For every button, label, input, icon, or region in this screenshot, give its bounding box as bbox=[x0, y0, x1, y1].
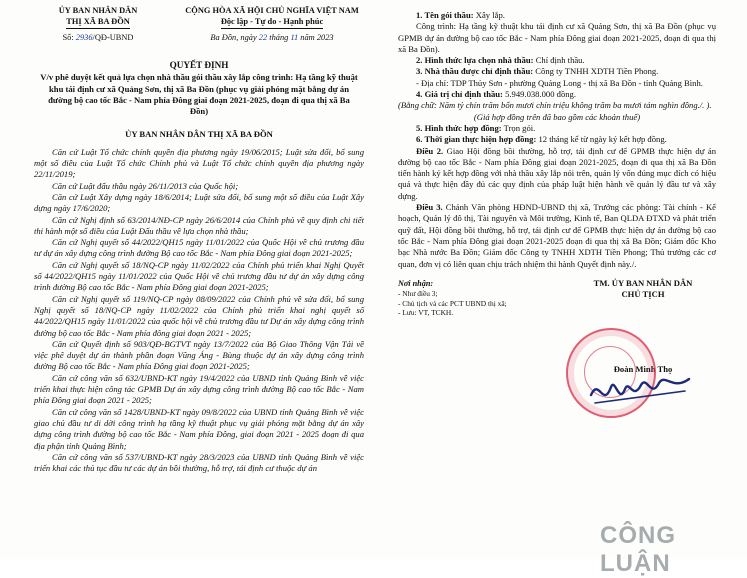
article-2: Điều 2. Giao Hội đồng bồi thường, hỗ trợ, tái định cư để GPMB thực hiện dự án đường bộ cao tốc Bắc - Nam phía Đông giai đoạn 2021-2025, đoạn đi qua thị xã Ba Đồn tiến hành ký kết hợp đồng với nhà thầu xây lắp nói trên, quản lý vốn đúng mục đích có hiệu quả và thực hiện đầy đủ các quy định của pháp luật hiện hành về quản lý đầu tư và xây dựng. bbox=[398, 145, 717, 201]
item-value-note: (Giá hợp đồng trên đã bao gồm các khoản thuế) bbox=[473, 111, 641, 122]
item-package-name: 1. Tên gói thầu: Xây lắp. bbox=[416, 10, 505, 20]
legal-basis-item: Căn cứ Nghị quyết số 119/NQ-CP ngày 08/09/2022 của Chính phủ về sửa đổi, bổ sung Nghị quyết số 18/NQ-CP ngày 11/02/2022 của Chính phủ triển khai nghị quyết số 44/2022/QH15 ngày 11/01/2022 của quốc hội về chủ trương đầu tư Dự án xây dựng công trình đường bộ cao tốc Bắc - Nam phía đông giai đoạn 2021 - 2025; bbox=[34, 293, 364, 338]
item-value-in-words: (Bằng chữ: Năm tỷ chín trăm bốn mươi chín triệu không trăm ba mươi tám nghìn đồng./. ). bbox=[398, 100, 712, 111]
legal-basis-item: Căn cứ Nghị định số 63/2014/NĐ-CP ngày 26/6/2014 của Chính phủ về quy định chi tiết thi hành một số điều của Luật Đấu thầu về lựa chọn nhà thầu; bbox=[34, 214, 364, 236]
document-header bbox=[34, 0, 364, 46]
nation-block bbox=[172, 6, 372, 44]
handwritten-signature bbox=[585, 365, 695, 415]
item-contract-value: 4. Giá trị chỉ định thầu: 5.949.038.000 đồng. bbox=[416, 89, 576, 100]
legal-basis-item: Căn cứ công văn số 632/UBND-KT ngày 19/4/2022 của UBND tỉnh Quảng Bình về việc triển khai thực hiện công tác GPMB Dự án xây dựng công trình đường Bộ cao tốc Bắc - Nam phía Đông giai đoạn 2021 - 2025; bbox=[34, 372, 364, 406]
document-number-value: 2936 bbox=[75, 33, 93, 43]
legal-basis-item: Căn cứ công văn số 1428/UBND-KT ngày 09/8/2022 của UBND tỉnh Quảng Bình về việc giao chủ đầu tư di dời công trình hạ tầng kỹ thuật phục vụ giải phóng mặt bằng dự án xây dựng công trình đường bộ cao tốc Bắc - Nam phía Đông, giai đoạn 2021 - 2025 đoạn đi qua địa phận tỉnh Quảng Bình; bbox=[34, 406, 364, 451]
signer-name: Đoàn Minh Thọ bbox=[613, 364, 673, 375]
decision-subject: V/v phê duyệt kết quả lựa chọn nhà thầu gói thầu xây lắp công trình: Hạ tầng kỹ thuật khu tái định cư xã Quảng Sơn, thị xã Ba Đồn (phục vụ giải phóng mặt bằng dự án đường bộ cao tốc Bắc - Nam phía Đông giai đoạn 2021-2025, đoạn đi qua thị xã Ba Đồn) bbox=[40, 72, 358, 117]
item-contract-duration: 6. Thời gian thực hiện hợp đồng: 12 tháng kể từ ngày ký kết hợp đồng. bbox=[416, 134, 667, 145]
legal-basis-item: Căn cứ Nghị quyết số 18/NQ-CP ngày 11/02/2022 của Chính phủ triển khai Nghị Quyết số 44/2022/QH15 ngày 11/01/2022 của Quốc Hội về chủ trương đầu tư dự án xây dựng công trình đường Bộ cao tốc Bắc - Nam phía Đông giai đoạn 2021-2025; bbox=[34, 259, 364, 293]
nation-title: CỘNG HÒA XÃ HỘI CHỦ NGHĨA VIỆT NAM bbox=[185, 6, 359, 15]
item-package-detail: Công trình: Hạ tầng kỹ thuật khu tái định cư xã Quảng Sơn, thị xã Ba Đồn (phục vụ GPMB dự án đường bộ cao tốc Bắc - Nam phía Đông giai đoạn 2021-2025, đoạn đi qua thị xã Ba Đồn). bbox=[398, 21, 716, 54]
item-contractor-address: - Địa chỉ: TDP Thủy Sơn - phường Quảng Long - thị xã Ba Đồn - tỉnh Quảng Bình. bbox=[416, 77, 703, 88]
item-contract-form: 5. Hình thức hợp đồng: Trọn gói. bbox=[416, 122, 536, 133]
doc-type-title: QUYẾT ĐỊNH bbox=[169, 60, 229, 70]
left-column bbox=[34, 0, 364, 474]
article-3: Điều 3. Chánh Văn phòng HĐND-UBND thị xã, Trưởng các phòng: Tài chính - Kế hoạch, Quản lý đô thị, Tài nguyên và Môi trường, Kinh tế, Ban QLDA ĐTXD và phát triển quỹ đất, Hội đồng bồi thường, hỗ trợ, tái định cư để GPMB thực hiện dự án đường bộ cao tốc Bắc - Nam phía Đông giai đoạn 2021-2025 đoạn đi qua thị xã Ba Đồn; Giám đốc Kho bạc Nhà nước Ba Đồn; Giám đốc Công ty TNHH XDTH Tiền Phong; Thủ trưởng các cơ quan, đơn vị có liên quan chịu trách nhiệm thi hành Quyết định này./. bbox=[398, 202, 716, 269]
legal-basis-item: Căn cứ Luật Xây dựng ngày 18/6/2014; Luật sửa đổi, bổ sung một số điều của Luật Xây dựng ngày 17/6/2020; bbox=[34, 191, 364, 214]
agency-line2: THỊ XÃ BA ĐỒN bbox=[34, 17, 162, 30]
recipient-line: - Như điều 3; bbox=[398, 289, 438, 299]
legal-basis-item: Căn cứ Luật đấu thầu ngày 26/11/2013 của Quốc hội; bbox=[52, 180, 239, 191]
legal-basis-item: Căn cứ công văn số 537/UBND-KT ngày 28/3/2023 của UBND tỉnh Quảng Bình về việc triển khai các thủ tục đầu tư các dự án bồi thường, hỗ trợ, tái định cư thuộc dự án bbox=[34, 451, 364, 474]
signature-title-1: TM. ỦY BAN NHÂN DÂN bbox=[593, 277, 693, 288]
issue-date: Ba Đồn, ngày 22 tháng 11 năm 2023 bbox=[210, 33, 334, 43]
legal-basis-item: Căn cứ Quyết định số 903/QĐ-BGTVT ngày 13/7/2022 của Bộ Giao Thông Vận Tải về việc phê duyệt dự án thành phần đoạn Vũng Áng - Bùng thuộc dự án xây dựng công trình đường Bộ cao tốc Bắc - Nam phía Đông giai đoạn 2021-2025; bbox=[34, 338, 364, 372]
right-column bbox=[398, 10, 716, 418]
legal-basis-item: Căn cứ Nghị quyết số 44/2022/QH15 ngày 11/01/2022 của Quốc Hội về chủ trương đầu tư dự án xây dựng công trình đường Bộ cao tốc Bắc - Nam phía Đông giai đoạn 2021-2025; bbox=[34, 237, 364, 259]
motto: Độc lập - Tự do - Hạnh phúc bbox=[172, 17, 372, 30]
signature-title-2: CHỦ TỊCH bbox=[621, 289, 665, 300]
agency-block bbox=[34, 6, 162, 44]
issuer-title: ỦY BAN NHÂN DÂN THỊ XÃ BA ĐỒN bbox=[125, 129, 273, 140]
legal-bases bbox=[34, 147, 364, 475]
recipient-line: - Lưu: VT, TCKH. bbox=[398, 308, 454, 318]
recipients-title: Nơi nhận: bbox=[398, 278, 434, 288]
item-contractor: 3. Nhà thầu được chỉ định thầu: Công ty TNHH XDTH Tiền Phong. bbox=[416, 66, 659, 77]
item-selection-form: 2. Hình thức lựa chọn nhà thầu: Chỉ định thầu. bbox=[416, 55, 585, 66]
recipient-line: - Chủ tịch và các PCT UBND thị xã; bbox=[398, 298, 507, 308]
legal-basis-item: Căn cứ Luật Tổ chức chính quyền địa phương ngày 19/06/2015; Luật sửa đổi, bổ sung một số điều của Luật Tổ chức Chính phủ và Luật Tổ chức chính quyền địa phương ngày 22/11/2019; bbox=[34, 146, 364, 180]
recipients-block bbox=[398, 278, 528, 318]
publisher-watermark bbox=[600, 518, 745, 577]
watermark-text: CÔNG LUẬN bbox=[600, 522, 676, 577]
document-number: Số: 2936/QĐ-UBND bbox=[62, 33, 134, 43]
agency-line1: ỦY BAN NHÂN DÂN bbox=[58, 6, 138, 15]
